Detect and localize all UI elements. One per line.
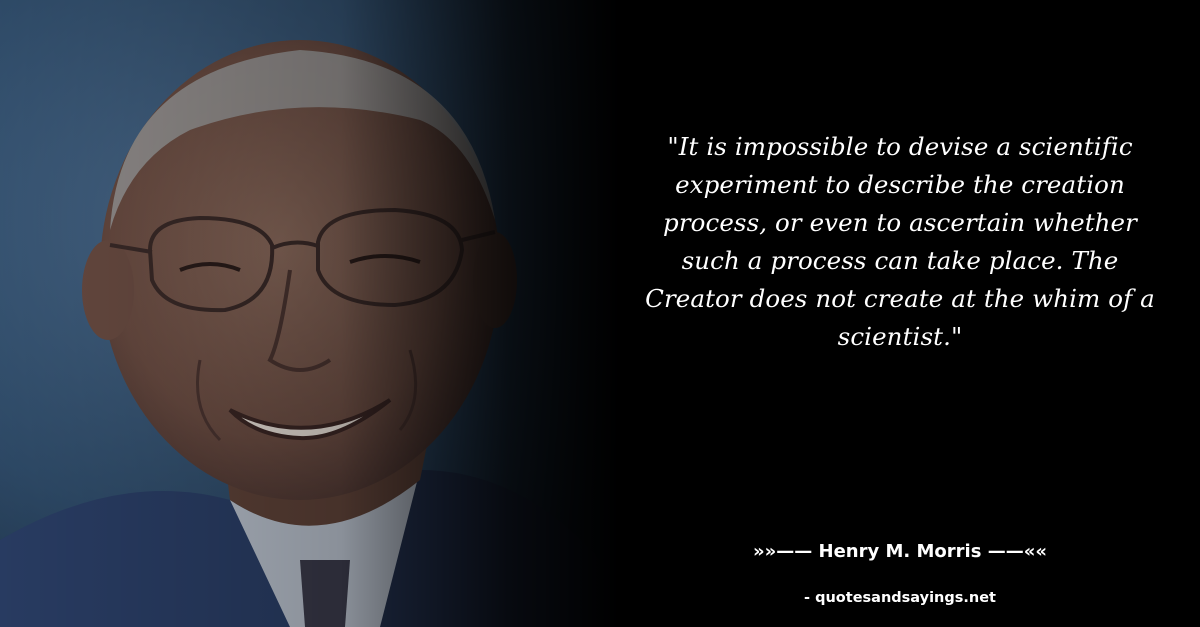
author-name: »»—— Henry M. Morris ——«« [753, 541, 1047, 562]
source-credit: - quotesandsayings.net [804, 590, 996, 606]
quote-text: "It is impossible to devise a scientific experiment to describe the creation process, or even to ascertain whether such a process can take place. The Creator does not create at the whim of a scientist." [645, 132, 1155, 351]
